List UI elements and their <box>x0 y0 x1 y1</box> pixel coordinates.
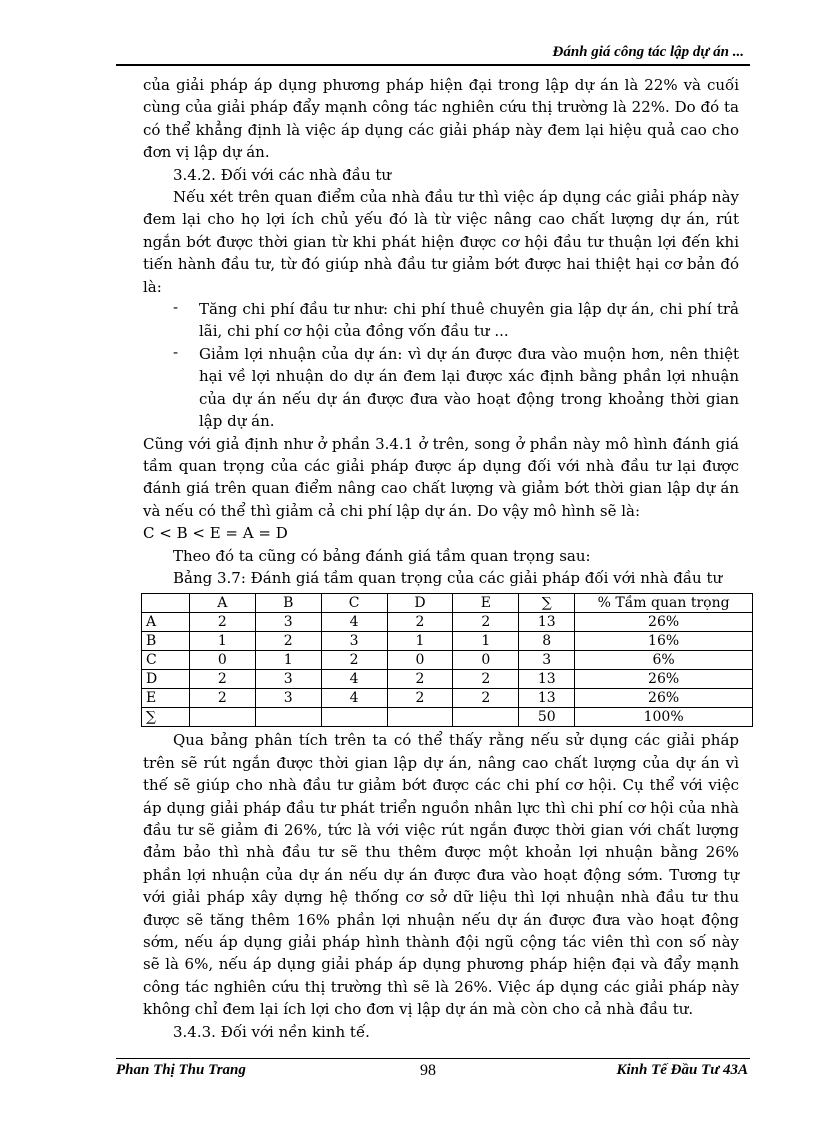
paragraph-2: Nếu xét trên quan điểm của nhà đầu tư thì việc áp dụng các giải pháp này đem lại cho họ lợi ích chủ yếu đó là từ việc nâng cao chất lượng dự án, rút ngắn bớt được thời gian từ khi phát hiện được cơ hội đầu tư thuận lợi đến khi tiến hành đầu tư, từ đó giúp nhà đầu tư giảm bớt được hai thiệt hại cơ bản đó là: <box>143 188 739 296</box>
table-cell: 0 <box>387 651 453 670</box>
table-cell <box>387 708 453 727</box>
importance-table <box>141 593 753 727</box>
table-cell: B <box>142 632 190 651</box>
model-formula: C < B < E = A = D <box>143 524 288 543</box>
header-rule <box>116 64 750 66</box>
table-cell: 2 <box>387 689 453 708</box>
table-cell: E <box>142 689 190 708</box>
paragraph-1: của giải pháp áp dụng phương pháp hiện đại trong lập dự án là 22% và cuối cùng của giải pháp đẩy mạnh công tác nghiên cứu thị trường là 22%. Do đó ta có thể khẳng định là việc áp dụng các giải pháp này đem lại hiệu quả cao cho đơn vị lập dự án. <box>143 76 739 162</box>
table-cell: 1 <box>453 632 519 651</box>
table-row <box>142 651 753 670</box>
table-cell <box>453 708 519 727</box>
table-cell: 2 <box>189 689 255 708</box>
table-cell: 1 <box>387 632 453 651</box>
footer-class: Kinh Tế Đầu Tư 43A <box>616 1062 748 1078</box>
dash-bullet-icon: - <box>173 342 179 361</box>
dash-bullet-icon: - <box>173 298 179 317</box>
table-cell: 2 <box>387 613 453 632</box>
table-cell <box>321 708 387 727</box>
table-cell: 3 <box>519 651 575 670</box>
table-cell: 0 <box>453 651 519 670</box>
table-cell: 2 <box>453 689 519 708</box>
table-header-cell: E <box>453 594 519 613</box>
table-cell: 1 <box>189 632 255 651</box>
table-header-cell: % Tầm quan trọng <box>575 594 753 613</box>
table-header-cell <box>142 594 190 613</box>
table-cell: 3 <box>321 632 387 651</box>
table-cell: 2 <box>255 632 321 651</box>
table-cell: 26% <box>575 670 753 689</box>
table-cell: 0 <box>189 651 255 670</box>
table-cell: 2 <box>321 651 387 670</box>
page-body <box>143 74 739 1043</box>
table-cell: 13 <box>519 689 575 708</box>
table-cell: 2 <box>453 613 519 632</box>
bullet-text-2: Giảm lợi nhuận của dự án: vì dự án được đưa vào muộn hơn, nên thiệt hại về lợi nhuận do dự án đem lại được xác định bằng phần lợi nhuận của dự án nếu dự án được đưa vào hoạt động trong khoảng thời gian lập dự án. <box>199 344 739 431</box>
table-header-row <box>142 594 753 613</box>
table-cell: 2 <box>387 670 453 689</box>
table-cell: 2 <box>189 670 255 689</box>
table-cell: 2 <box>453 670 519 689</box>
table-cell: 13 <box>519 613 575 632</box>
table-cell <box>255 708 321 727</box>
table-cell: 2 <box>189 613 255 632</box>
paragraph-5: Qua bảng phân tích trên ta có thể thấy rằng nếu sử dụng các giải pháp trên sẽ rút ngắn được thời gian lập dự án, nâng cao chất lượng của dự án vì thế sẽ giúp cho nhà đầu tư giảm bớt được các chi phí cơ hội. Cụ thể với việc áp dụng giải pháp đầu tư phát triển nguồn nhân lực thì chi phí cơ hội của nhà đầu tư sẽ giảm đi 26%, tức là với việc rút ngắn được thời gian với chất lượng đảm bảo thì nhà đầu tư sẽ thu thêm được một khoản lợi nhuận bằng 26% phần lợi nhuận của dự án nếu dự án được đưa vào hoạt động sớm. Tương tự với giải pháp xây dựng hệ thống cơ sở dữ liệu thì lợi nhuận nhà đầu tư thu được sẽ tăng thêm 16% phần lợi nhuận nếu dự án được đưa vào hoạt động sớm, nếu áp dụng giải pháp hình thành đội ngũ cộng tác viên thì con số này sẽ là 6%, nếu áp dụng giải pháp áp dụng phương pháp hiện đại và đẩy mạnh công tác nghiên cứu thị trường thì sẽ là 26%. Việc áp dụng các giải pháp này không chỉ đem lại ích lợi cho đơn vị lập dự án mà còn cho cả nhà đầu tư. <box>143 731 739 1019</box>
table-row <box>142 613 753 632</box>
table-cell: 4 <box>321 670 387 689</box>
table-cell <box>189 708 255 727</box>
table-row <box>142 689 753 708</box>
table-row <box>142 632 753 651</box>
table-caption: Bảng 3.7: Đánh giá tầm quan trọng của các giải pháp đối với nhà đầu tư <box>173 568 723 587</box>
table-cell: 16% <box>575 632 753 651</box>
table-cell: 6% <box>575 651 753 670</box>
table-header-cell: A <box>189 594 255 613</box>
paragraph-3: Cũng với giả định như ở phần 3.4.1 ở trên, song ở phần này mô hình đánh giá tầm quan trọng của các giải pháp được áp dụng đối với nhà đầu tư lại được đánh giá trên quan điểm nâng cao chất lượng và giảm bớt thời gian lập dự án và nếu có thể thì giảm cả chi phí lập dự án. Do vậy mô hình sẽ là: <box>143 434 739 520</box>
table-cell: 13 <box>519 670 575 689</box>
table-header-cell: D <box>387 594 453 613</box>
table-cell: 4 <box>321 613 387 632</box>
table-header-cell: C <box>321 594 387 613</box>
table-cell: 3 <box>255 613 321 632</box>
table-header-cell: ∑ <box>519 594 575 613</box>
table-cell: ∑ <box>142 708 190 727</box>
bullet-list <box>143 298 739 432</box>
paragraph-4: Theo đó ta cũng có bảng đánh giá tầm quan trọng sau: <box>173 546 591 565</box>
list-item <box>143 298 739 343</box>
table-cell: D <box>142 670 190 689</box>
footer-author: Phan Thị Thu Trang <box>116 1062 246 1078</box>
running-header: Đánh giá công tác lập dự án ... <box>552 44 744 60</box>
section-heading-3-4-2: 3.4.2. Đối với các nhà đầu tư <box>173 165 392 184</box>
table-cell: C <box>142 651 190 670</box>
footer-rule <box>116 1058 750 1059</box>
table-cell: 8 <box>519 632 575 651</box>
table-cell: 26% <box>575 689 753 708</box>
page-number: 98 <box>420 1062 436 1079</box>
table-cell: 3 <box>255 689 321 708</box>
table-cell: 26% <box>575 613 753 632</box>
bullet-text-1: Tăng chi phí đầu tư như: chi phí thuê chuyên gia lập dự án, chi phí trả lãi, chi phí cơ hội của đồng vốn đầu tư ... <box>199 300 739 341</box>
table-cell: 1 <box>255 651 321 670</box>
table-row <box>142 708 753 727</box>
table-cell: 4 <box>321 689 387 708</box>
table-cell: 3 <box>255 670 321 689</box>
table-cell: 50 <box>519 708 575 727</box>
table-row <box>142 670 753 689</box>
section-heading-3-4-3: 3.4.3. Đối với nền kinh tế. <box>173 1022 370 1041</box>
table-cell: 100% <box>575 708 753 727</box>
list-item <box>143 343 739 433</box>
table-cell: A <box>142 613 190 632</box>
table-header-cell: B <box>255 594 321 613</box>
